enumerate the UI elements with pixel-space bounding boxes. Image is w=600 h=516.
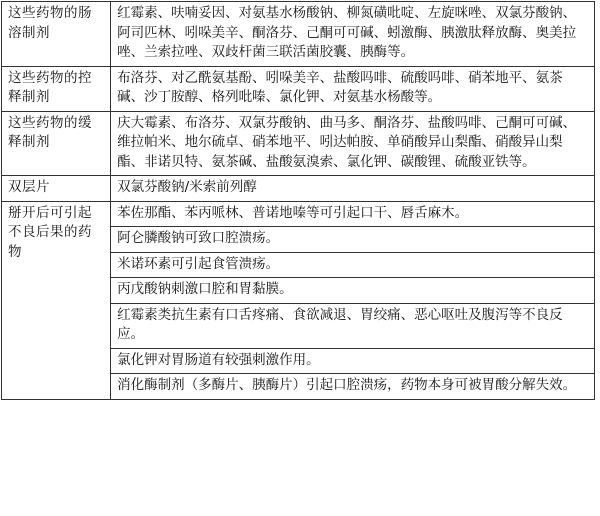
category-cell: 这些药物的缓释制剂	[2, 111, 111, 176]
adverse-category-cell: 掰开后可引起不良后果的药物	[2, 201, 111, 399]
drug-formulation-table	[1, 1, 595, 400]
adverse-item-cell: 氯化钾对胃肠道有较强刺激作用。	[111, 348, 595, 374]
adverse-item-cell: 阿仑膦酸钠可致口腔溃疡。	[111, 227, 595, 253]
adverse-item-cell: 消化酶制剂（多酶片、胰酶片）引起口腔溃疡，药物本身可被胃酸分解失效。	[111, 374, 595, 400]
content-cell: 红霉素、呋喃妥因、对氨基水杨酸钠、柳氮磺吡啶、左旋咪唑、双氯芬酸钠、阿司匹林、吲哚美辛、酮洛芬、己酮可可碱、蚓激酶、胰激肽释放酶、奥美拉唑、兰索拉唑、双歧杆菌三联活菌胶囊、胰酶等。	[111, 2, 595, 67]
adverse-item-cell: 红霉素类抗生素有口舌疼痛、食欲减退、胃绞痛、恶心呕吐及腹泻等不良反应。	[111, 303, 595, 348]
table-row	[2, 2, 595, 67]
category-cell: 这些药物的肠溶制剂	[2, 2, 111, 67]
content-cell: 庆大霉素、布洛芬、双氯芬酸钠、曲马多、酮洛芬、盐酸吗啡、己酮可可碱、维拉帕米、地尔硫卓、硝苯地平、吲达帕胺、单硝酸异山梨酯、硝酸异山梨酯、非诺贝特、氨茶碱、盐酸氨溴索、氯化钾、碳酸锂、硫酸亚铁等。	[111, 111, 595, 176]
adverse-item-cell: 米诺环素可引起食管溃疡。	[111, 252, 595, 278]
category-cell: 这些药物的控释制剂	[2, 66, 111, 111]
content-cell: 布洛芬、对乙酰氨基酚、吲哚美辛、盐酸吗啡、硫酸吗啡、硝苯地平、氨茶碱、沙丁胺醇、格列吡嗪、氯化钾、对氨基水杨酸等。	[111, 66, 595, 111]
table-row	[2, 111, 595, 176]
table-row	[2, 176, 595, 202]
adverse-item-cell: 丙戊酸钠刺激口腔和胃黏膜。	[111, 278, 595, 304]
table-row	[2, 201, 595, 227]
table-row	[2, 66, 595, 111]
category-cell: 双层片	[2, 176, 111, 202]
content-cell: 双氯芬酸钠/米索前列醇	[111, 176, 595, 202]
adverse-item-cell: 苯佐那酯、苯丙哌林、普诺地嗪等可引起口干、唇舌麻木。	[111, 201, 595, 227]
